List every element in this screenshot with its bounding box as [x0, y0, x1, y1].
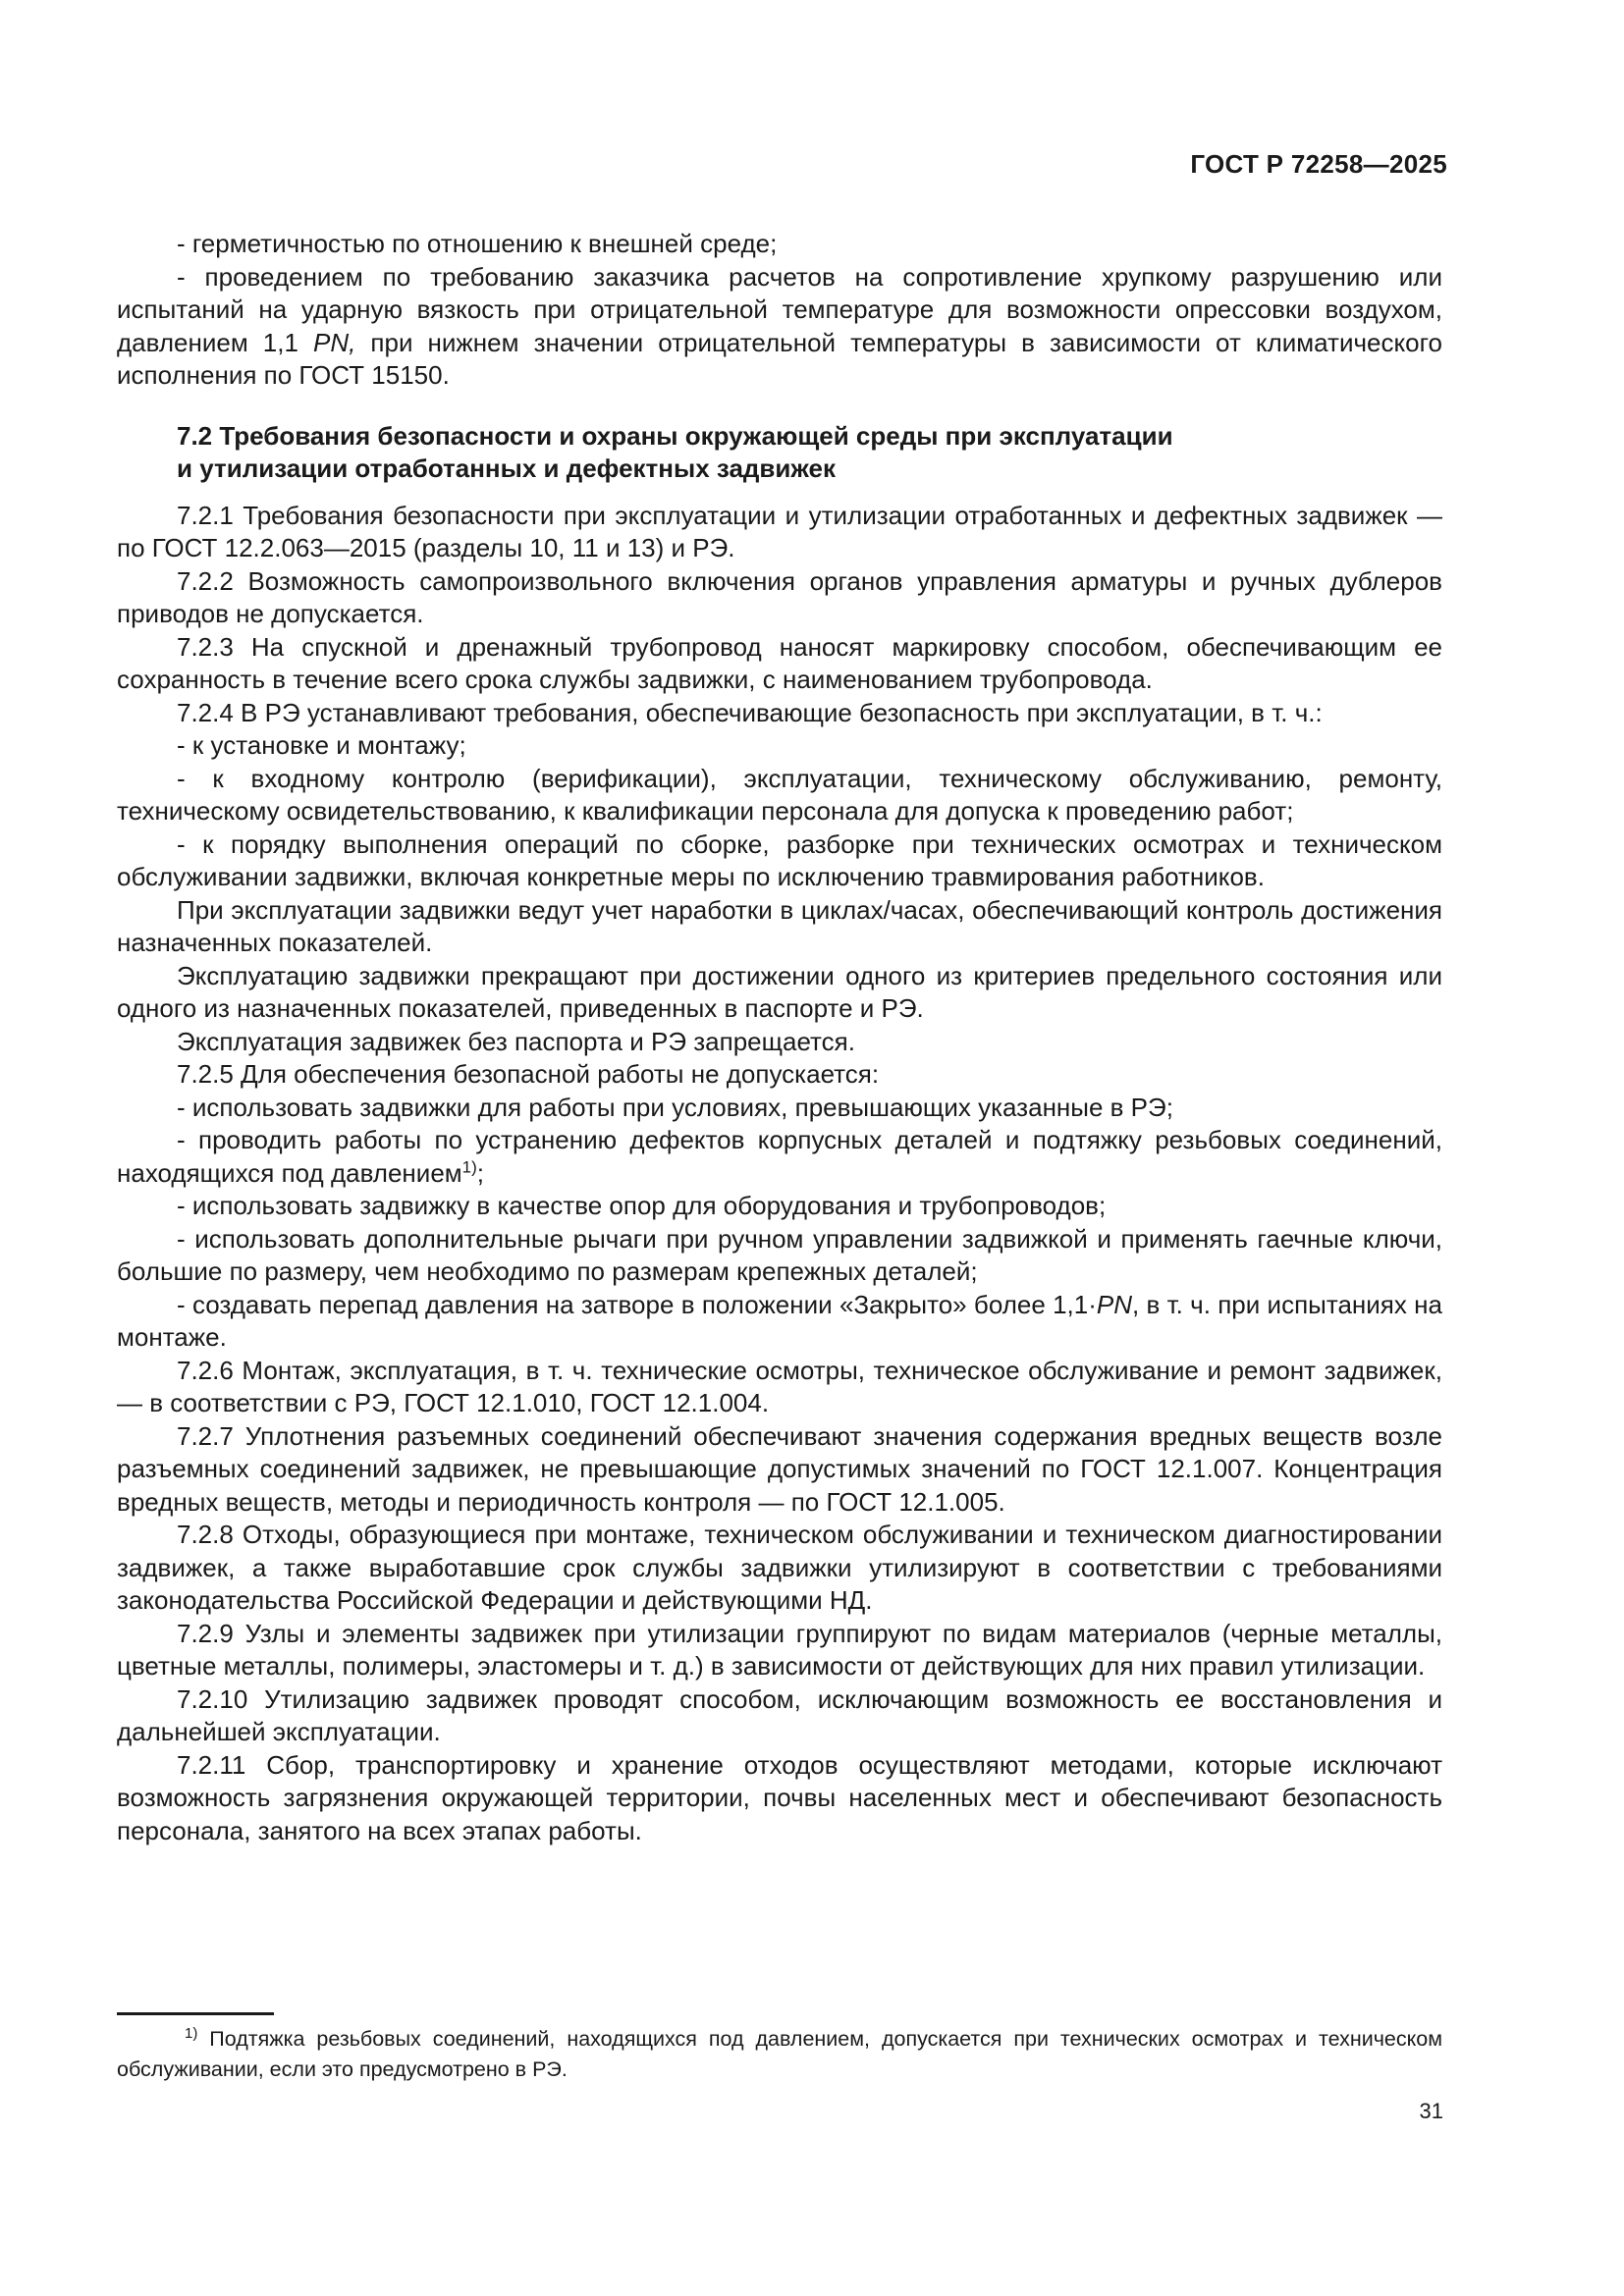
paragraph: 7.2.11 Сбор, транспортировку и хранение отходов осуществляют методами, которые исключают возможность загрязнения окружающей территории, почвы населенных мест и обеспечивают безопасность персонала, занятого на всех этапах работы. [117, 1749, 1442, 1845]
paragraph: 7.2.4 В РЭ устанавливают требования, обеспечивающие безопасность при эксплуатации, в т. ч.: [177, 697, 1323, 727]
paragraph: - герметичностью по отношению к внешней среде; [177, 229, 778, 258]
footnote-divider [117, 2012, 274, 2015]
list-item: - использовать задвижки для работы при условиях, превышающих указанные в РЭ; [177, 1092, 1173, 1122]
section-heading: 7.2 Требования безопасности и охраны окружающей среды при эксплуатации и утилизации отработанных и дефектных задвижек [177, 420, 1173, 483]
list-item: - к порядку выполнения операций по сборке, разборке при технических осмотрах и техническом обслуживании задвижки, включая конкретные меры по исключению травмирования работников. [117, 828, 1442, 891]
paragraph: 7.2.3 На спускной и дренажный трубопровод наносят маркировку способом, обеспечивающим ее сохранность в течение всего срока службы задвижки, с наименованием трубопровода. [117, 631, 1442, 694]
paragraph: 7.2.9 Узлы и элементы задвижек при утилизации группируют по видам материалов (черные металлы, цветные металлы, полимеры, эластомеры и т. д.) в зависимости от действующих для них правил утилизации. [117, 1618, 1442, 1681]
paragraph: Эксплуатацию задвижки прекращают при достижении одного из критериев предельного состояния или одного из назначенных показателей, приведенных в паспорте и РЭ. [117, 960, 1442, 1023]
paragraph: 7.2.8 Отходы, образующиеся при монтаже, техническом обслуживании и техническом диагностировании задвижек, а также выработавшие срок службы задвижки утилизируют в соответствии с требованиями законодательства Российской Федерации и действующими НД. [117, 1520, 1442, 1615]
paragraph: 7.2.1 Требования безопасности при эксплуатации и утилизации отработанных и дефектных задвижек — по ГОСТ 12.2.063—2015 (разделы 10, 11 и 13) и РЭ. [117, 500, 1442, 562]
paragraph: 7.2.6 Монтаж, эксплуатация, в т. ч. технические осмотры, техническое обслуживание и ремонт задвижек, — в соответствии с РЭ, ГОСТ 12.1.010, ГОСТ 12.1.004. [117, 1355, 1442, 1417]
list-item: - к входному контролю (верификации), эксплуатации, техническому обслуживанию, ремонту, техническому освидетельствованию, к квалификации персонала для допуска к проведению работ; [117, 763, 1442, 826]
paragraph: 7.2.2 Возможность самопроизвольного включения органов управления арматуры и ручных дублеров приводов не допускается. [117, 565, 1442, 628]
paragraph: Эксплуатация задвижек без паспорта и РЭ запрещается. [177, 1026, 855, 1056]
list-item: - использовать задвижку в качестве опор для оборудования и трубопроводов; [177, 1191, 1107, 1220]
footnote-mark: 1) [185, 2024, 198, 2042]
paragraph: При эксплуатации задвижки ведут учет наработки в циклах/часах, обеспечивающий контроль достижения назначенных показателей. [117, 894, 1442, 957]
list-item: - создавать перепад давления на затворе в положении «Закрыто» более 1,1·PN, в т. ч. при испытаниях на монтаже. [117, 1289, 1442, 1352]
paragraph: 7.2.10 Утилизацию задвижек проводят способом, исключающим возможность ее восстановления и дальнейшей эксплуатации. [117, 1683, 1442, 1746]
page-body [117, 228, 1442, 1847]
page-number: 31 [1419, 2099, 1443, 2123]
footnote-reference[interactable]: 1) [461, 1156, 477, 1176]
paragraph: 7.2.7 Уплотнения разъемных соединений обеспечивают значения содержания вредных веществ возле разъемных соединений задвижек, не превышающие допустимых значений по ГОСТ 12.1.007. Концентрация вредных веществ, методы и периодичность контроля — по ГОСТ 12.1.005. [117, 1420, 1442, 1517]
document-code: ГОСТ Р 72258—2025 [1190, 149, 1447, 179]
footnote: $^{1)}$ Подтяжка резьбовых соединений, находящихся под давлением, допускается при технических осмотрах и техническом обслуживании, если это предусмотрено в РЭ. [117, 2024, 1442, 2081]
list-item: - к установке и монтажу; [177, 730, 466, 760]
paragraph: - проведением по требованию заказчика расчетов на сопротивление хрупкому разрушению или испытаний на ударную вязкость при отрицательной температуре для возможности опрессовки воздухом, давлением 1,1 PN, при нижнем значении отрицательной температуры в зависимости от климатического исполнения по ГОСТ 15150. [117, 261, 1442, 390]
list-item: - использовать дополнительные рычаги при ручном управлении задвижкой и применять гаечные ключи, большие по размеру, чем необходимо по размерам крепежных деталей; [117, 1223, 1442, 1286]
list-item: - проводить работы по устранению дефектов корпусных деталей и подтяжку резьбовых соединений, находящихся под давлением$^{1)}$; [117, 1125, 1442, 1188]
paragraph: 7.2.5 Для обеспечения безопасной работы не допускается: [177, 1059, 880, 1089]
